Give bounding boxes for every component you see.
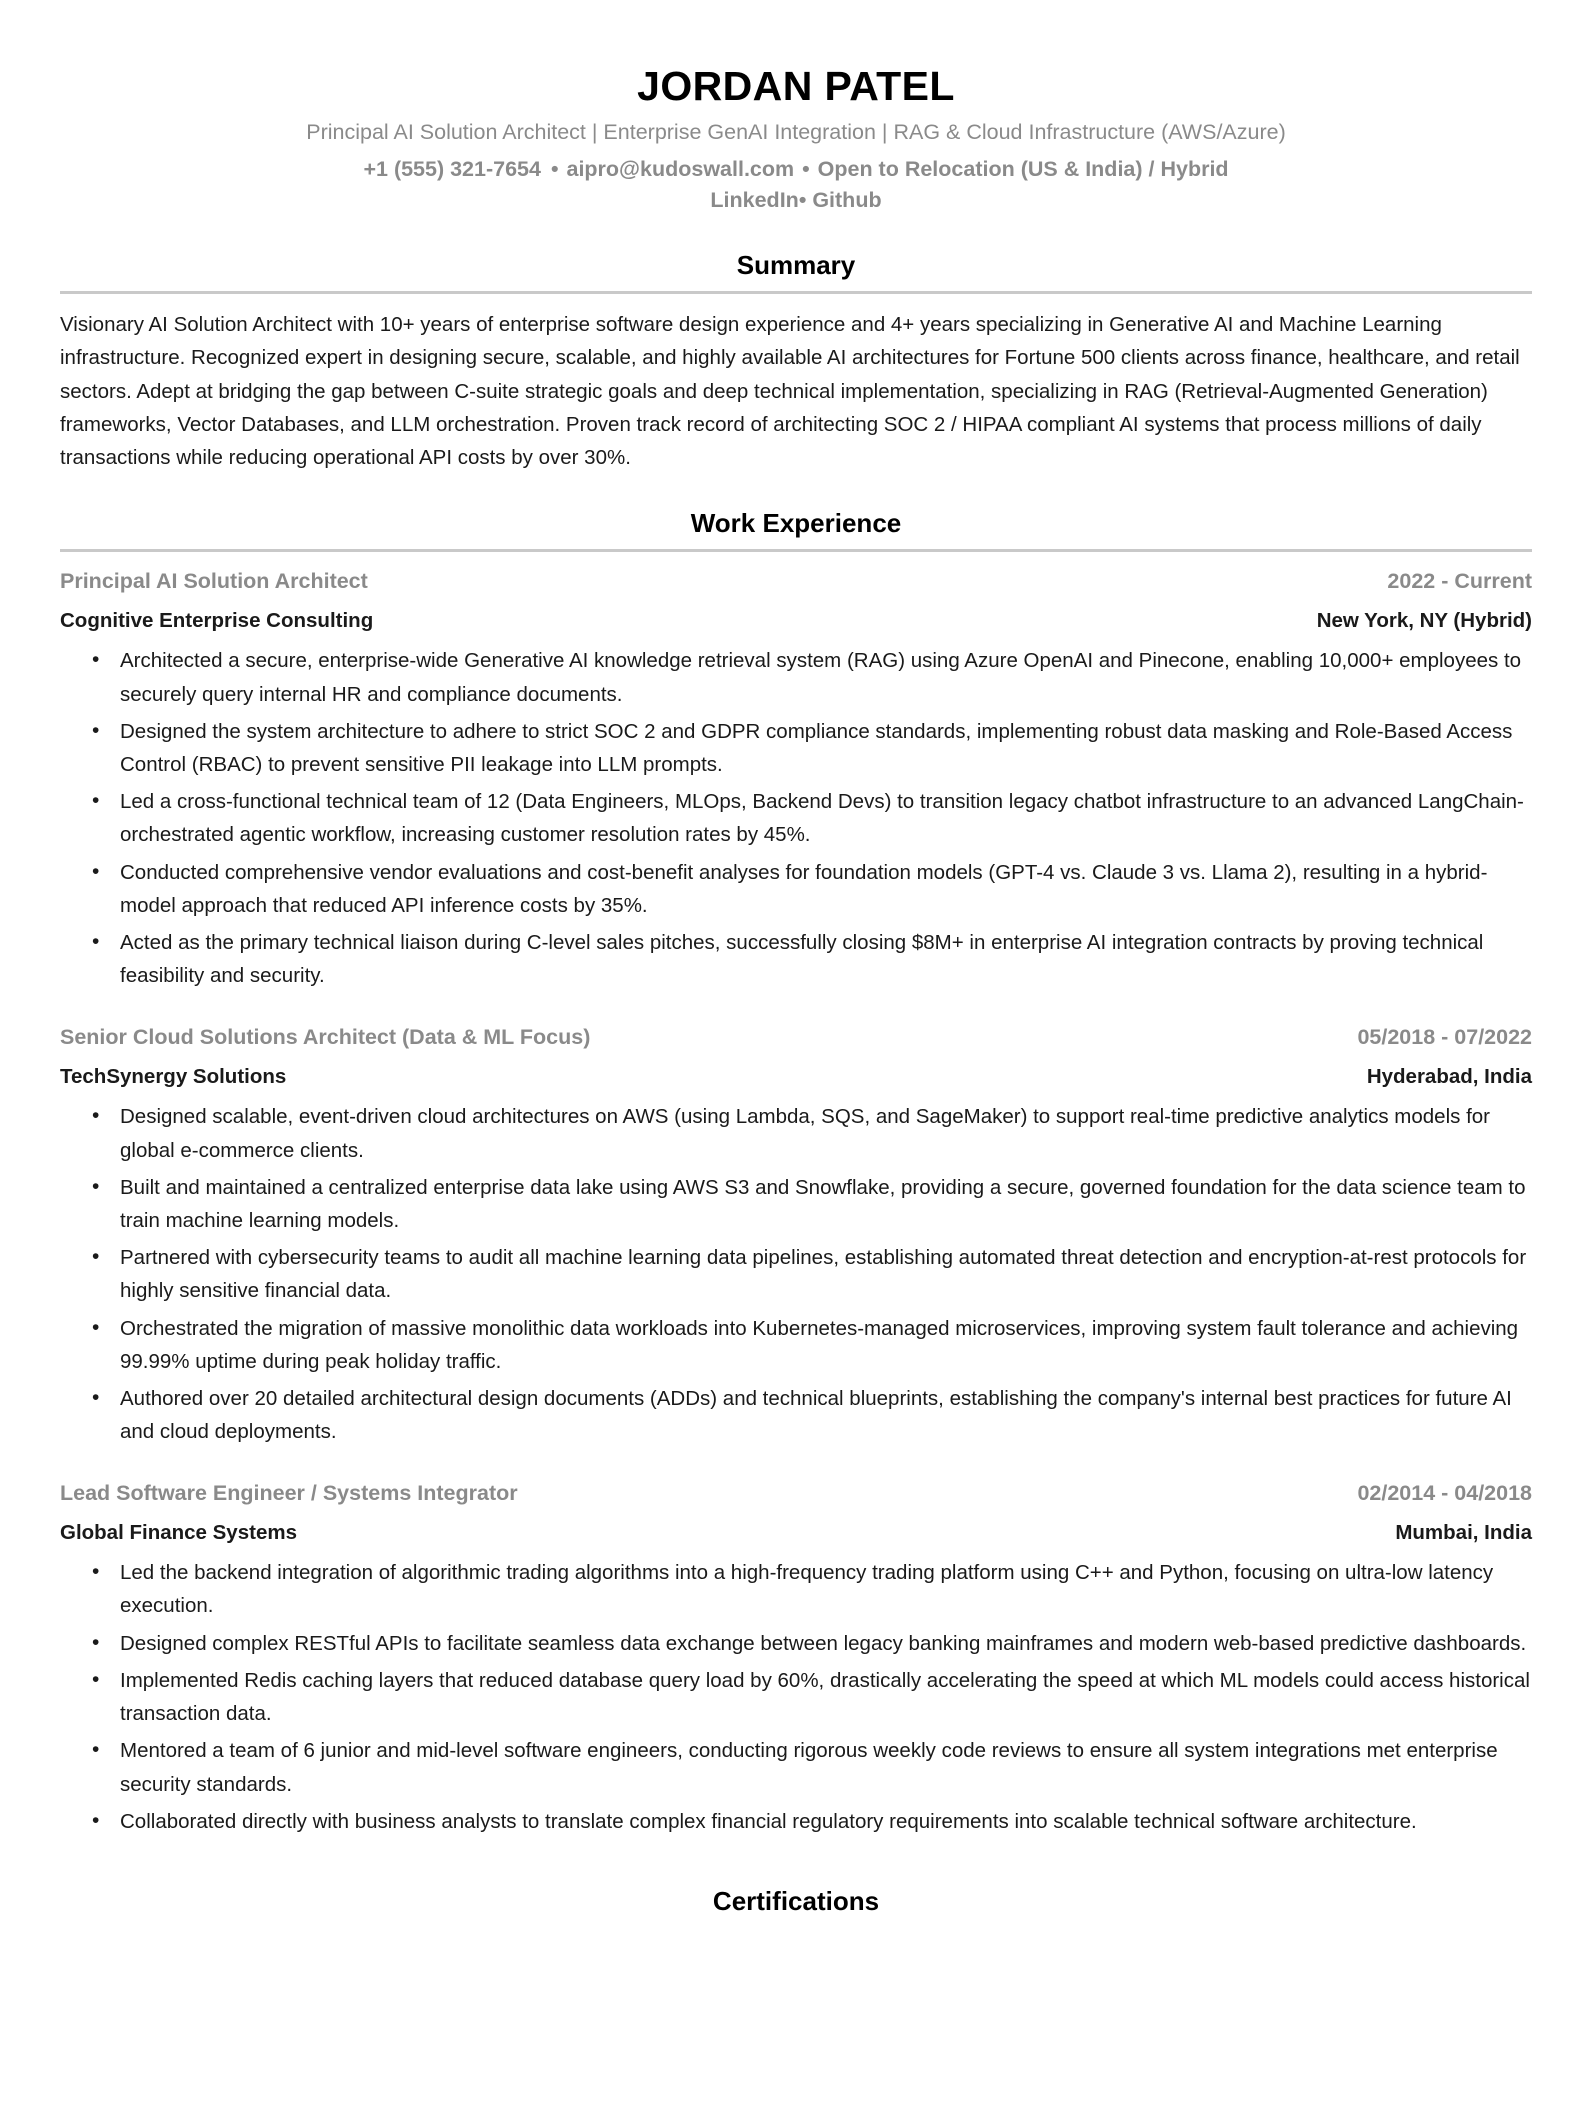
experience-title-row [60, 1022, 1532, 1053]
experience-bullet-list [60, 644, 1532, 992]
experience-company: Cognitive Enterprise Consulting [60, 608, 374, 632]
email-text: aipro@kudoswall.com [566, 156, 795, 181]
experience-company: Global Finance Systems [60, 1520, 297, 1544]
experience-bullet: • Orchestrated the migration of massive monolithic data workloads into Kubernetes-managed microservices, improving system fault tolerance and achieving 99.99% uptime during peak holiday traffic. [118, 1312, 1532, 1378]
experience-bullet: • Led the backend integration of algorithmic trading algorithms into a high-frequency trading platform using C++ and Python, focusing on ultra-low latency execution. [118, 1556, 1532, 1622]
experience-title-row [60, 1478, 1532, 1509]
experience-bullet: • Designed complex RESTful APIs to facilitate seamless data exchange between legacy banking mainframes and modern web-based predictive dashboards. [118, 1627, 1532, 1660]
experience-bullet: • Partnered with cybersecurity teams to audit all machine learning data pipelines, establishing automated threat detection and encryption-at-rest protocols for highly sensitive financial data. [118, 1241, 1532, 1307]
separator-dot-icon: • [802, 156, 810, 181]
experience-dates: 02/2014 - 04/2018 [1357, 1481, 1532, 1506]
linkedin-link[interactable]: LinkedIn [710, 188, 799, 213]
experience-bullet: • Conducted comprehensive vendor evaluations and cost-benefit analyses for foundation models (GPT-4 vs. Claude 3 vs. Llama 2), resulting in a hybrid-model approach that reduced API inference costs by 35%. [118, 856, 1532, 922]
separator-dot-icon: • [550, 156, 559, 181]
experience-bullet: • Collaborated directly with business analysts to translate complex financial regulatory requirements into scalable technical software architecture. [118, 1805, 1532, 1838]
profile-links-line [60, 186, 1532, 216]
experience-item [60, 566, 1532, 992]
experience-title-row [60, 566, 1532, 597]
summary-section-title: Summary [736, 250, 856, 281]
experience-bullet: • Mentored a team of 6 junior and mid-level software engineers, conducting rigorous weekly code reviews to ensure all system integrations met enterprise security standards. [118, 1734, 1532, 1800]
experience-item [60, 1022, 1532, 1448]
candidate-name: JORDAN PATEL [637, 63, 955, 109]
resume-header [60, 56, 1532, 216]
experience-location: New York, NY (Hybrid) [1316, 608, 1532, 632]
experience-job-title: Senior Cloud Solutions Architect (Data & ML Focus) [60, 1025, 591, 1050]
work-experience-section-title: Work Experience [690, 508, 902, 539]
experience-location: Hyderabad, India [1366, 1064, 1532, 1088]
separator-dot-icon: • [798, 188, 807, 213]
experience-company-row [60, 1054, 1532, 1093]
experience-dates: 05/2018 - 07/2022 [1357, 1025, 1532, 1050]
phone-text: +1 (555) 321-7654 [363, 156, 541, 181]
section-divider [60, 291, 1532, 294]
experience-bullet: • Led a cross-functional technical team of 12 (Data Engineers, MLOps, Backend Devs) to transition legacy chatbot infrastructure to an advanced LangChain-orchestrated agentic workflow, increasing customer resolution rates by 45%. [118, 785, 1532, 851]
experience-bullet-list [60, 1100, 1532, 1448]
summary-text: Visionary AI Solution Architect with 10+ years of enterprise software design experience and 4+ years specializing in Generative AI and Machine Learning infrastructure. Recognized expert in designing secure, scalable, and highly available AI architectures for Fortune 500 clients across finance, healthcare, and retail sectors. Adept at bridging the gap between C-suite strategic goals and deep technical implementation, specializing in RAG (Retrieval-Augmented Generation) frameworks, Vector Databases, and LLM orchestration. Proven track record of architecting SOC 2 / HIPAA compliant AI systems that process millions of daily transactions while reducing operational API costs by over 30%. [60, 313, 1520, 470]
work-experience-section [60, 508, 1532, 1838]
certifications-section-title: Certifications [712, 1885, 880, 1916]
experience-dates: 2022 - Current [1387, 569, 1532, 594]
contact-line [60, 155, 1532, 185]
experience-item [60, 1478, 1532, 1838]
experience-bullet: • Authored over 20 detailed architectural design documents (ADDs) and technical blueprints, establishing the company's internal best practices for future AI and cloud deployments. [118, 1382, 1532, 1448]
experience-bullet: • Designed the system architecture to adhere to strict SOC 2 and GDPR compliance standards, implementing robust data masking and Role-Based Access Control (RBAC) to prevent sensitive PII leakage into LLM prompts. [118, 715, 1532, 781]
experience-bullet: • Built and maintained a centralized enterprise data lake using AWS S3 and Snowflake, providing a secure, governed foundation for the data science team to train machine learning models. [118, 1171, 1532, 1237]
experience-job-title: Lead Software Engineer / Systems Integrator [60, 1481, 518, 1506]
experience-bullet: • Designed scalable, event-driven cloud architectures on AWS (using Lambda, SQS, and SageMaker) to support real-time predictive analytics models for global e-commerce clients. [118, 1100, 1532, 1166]
experience-bullet: • Implemented Redis caching layers that reduced database query load by 60%, drastically accelerating the speed at which ML models could access historical transaction data. [118, 1664, 1532, 1730]
experience-bullet: • Acted as the primary technical liaison during C-level sales pitches, successfully closing $8M+ in enterprise AI integration contracts by proving technical feasibility and security. [118, 926, 1532, 992]
experience-bullet: • Architected a secure, enterprise-wide Generative AI knowledge retrieval system (RAG) using Azure OpenAI and Pinecone, enabling 10,000+ employees to securely query internal HR and compliance documents. [118, 644, 1532, 710]
candidate-headline: Principal AI Solution Architect | Enterprise GenAI Integration | RAG & Cloud Infrastructure (AWS/Azure) [306, 120, 1286, 145]
github-link[interactable]: Github [812, 188, 882, 213]
experience-location: Mumbai, India [1395, 1520, 1532, 1544]
experience-job-title: Principal AI Solution Architect [60, 569, 368, 594]
experience-company-row [60, 598, 1532, 637]
relocation-text: Open to Relocation (US & India) / Hybrid [817, 156, 1229, 181]
experience-company-row [60, 1510, 1532, 1549]
experience-bullet-list [60, 1556, 1532, 1838]
certifications-section [60, 1886, 1532, 1947]
section-divider [60, 549, 1532, 552]
summary-section [60, 250, 1532, 474]
experience-company: TechSynergy Solutions [60, 1064, 287, 1088]
